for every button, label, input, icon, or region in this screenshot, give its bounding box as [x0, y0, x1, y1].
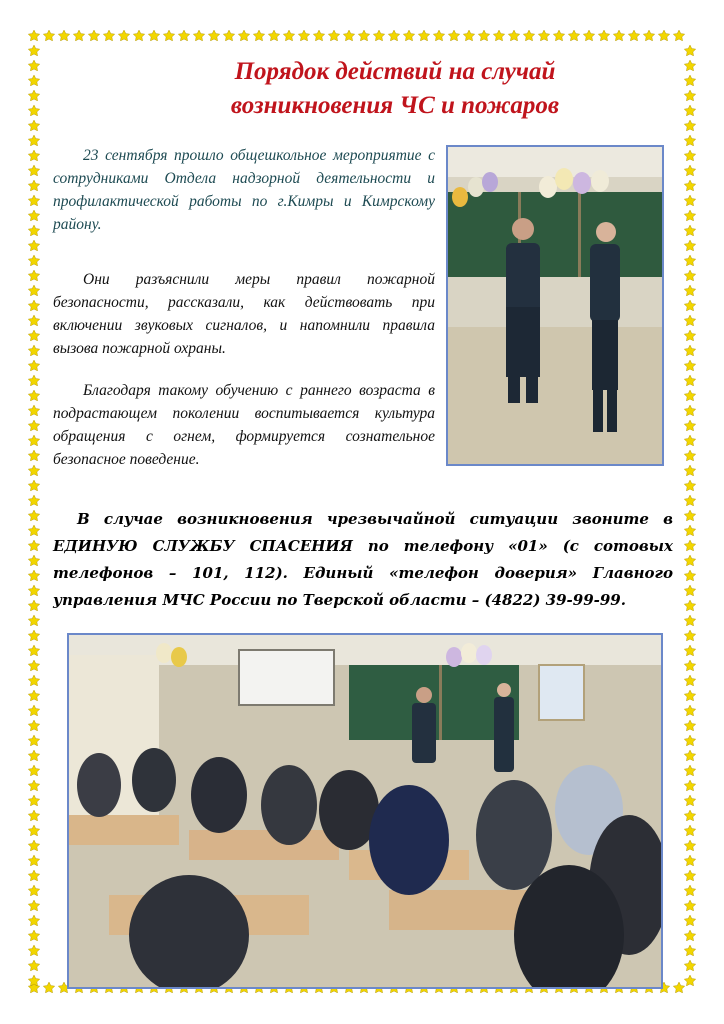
- star-icon: [28, 120, 39, 131]
- star-icon: [684, 780, 695, 791]
- star-icon: [28, 180, 39, 191]
- star-icon: [28, 960, 39, 971]
- star-icon: [28, 675, 39, 686]
- title-line-2: возникновения ЧС и пожаров: [230, 92, 560, 119]
- education-paragraph: Благодаря такому обучению с раннего возраста в подрастающем поколении воспитывается культура обращения с огнем, формируется сознательное безопасное поведение.: [53, 382, 435, 468]
- star-icon: [28, 810, 39, 821]
- star-icon: [684, 255, 695, 266]
- star-icon: [253, 30, 264, 41]
- star-icon: [103, 30, 114, 41]
- star-icon: [28, 825, 39, 836]
- star-icon: [684, 645, 695, 656]
- star-icon: [684, 945, 695, 956]
- star-icon: [684, 525, 695, 536]
- star-icon: [28, 225, 39, 236]
- star-icon: [684, 600, 695, 611]
- star-icon: [28, 630, 39, 641]
- star-icon: [28, 885, 39, 896]
- star-icon: [28, 45, 39, 56]
- star-icon: [28, 360, 39, 371]
- star-icon: [28, 525, 39, 536]
- star-icon: [463, 30, 474, 41]
- star-icon: [28, 420, 39, 431]
- star-icon: [684, 210, 695, 221]
- star-icon: [684, 975, 695, 986]
- star-icon: [148, 30, 159, 41]
- star-icon: [684, 660, 695, 671]
- star-icon: [73, 30, 84, 41]
- star-icon: [28, 855, 39, 866]
- star-icon: [684, 825, 695, 836]
- star-icon: [28, 735, 39, 746]
- star-icon: [684, 90, 695, 101]
- star-icon: [28, 75, 39, 86]
- star-icon: [493, 30, 504, 41]
- star-icon: [684, 540, 695, 551]
- star-icon: [28, 705, 39, 716]
- star-icon: [28, 330, 39, 341]
- star-icon: [343, 30, 354, 41]
- star-icon: [163, 30, 174, 41]
- star-icon: [523, 30, 534, 41]
- star-icon: [684, 120, 695, 131]
- star-icon: [684, 435, 695, 446]
- star-icon: [178, 30, 189, 41]
- star-icon: [684, 915, 695, 926]
- star-icon: [28, 585, 39, 596]
- star-icon: [568, 30, 579, 41]
- star-icon: [28, 30, 39, 41]
- star-icon: [598, 30, 609, 41]
- star-icon: [28, 300, 39, 311]
- star-icon: [684, 555, 695, 566]
- star-icon: [28, 195, 39, 206]
- star-icon: [268, 30, 279, 41]
- star-icon: [28, 375, 39, 386]
- star-icon: [28, 135, 39, 146]
- star-icon: [28, 270, 39, 281]
- intro-text: прошло общешкольное мероприятие с сотрудниками Отдела надзорной деятельности и профилактической работы по г.Кимры и Кимрскому району.: [53, 147, 435, 233]
- star-icon: [28, 465, 39, 476]
- star-icon: [133, 30, 144, 41]
- star-icon: [28, 540, 39, 551]
- star-icon: [118, 30, 129, 41]
- star-icon: [684, 705, 695, 716]
- star-icon: [684, 870, 695, 881]
- star-icon: [28, 150, 39, 161]
- star-icon: [28, 945, 39, 956]
- star-icon: [373, 30, 384, 41]
- star-icon: [28, 645, 39, 656]
- star-icon: [28, 450, 39, 461]
- star-icon: [684, 345, 695, 356]
- star-icon: [538, 30, 549, 41]
- star-icon: [28, 390, 39, 401]
- star-icon: [43, 30, 54, 41]
- star-icon: [28, 870, 39, 881]
- star-icon: [684, 240, 695, 251]
- classroom-photo: [67, 633, 663, 989]
- star-icon: [28, 90, 39, 101]
- star-icon: [358, 30, 369, 41]
- intro-paragraph: [53, 144, 435, 236]
- star-icon: [684, 900, 695, 911]
- star-icon: [684, 330, 695, 341]
- star-icon: [684, 360, 695, 371]
- star-icon: [684, 315, 695, 326]
- star-icon: [28, 210, 39, 221]
- star-icon: [28, 570, 39, 581]
- title-line-1: Порядок действий на случай: [234, 58, 556, 85]
- star-icon: [643, 30, 654, 41]
- star-icon: [28, 255, 39, 266]
- star-icon: [684, 300, 695, 311]
- star-icon: [28, 720, 39, 731]
- star-icon: [684, 390, 695, 401]
- star-icon: [58, 30, 69, 41]
- star-icon: [28, 915, 39, 926]
- star-icon: [684, 930, 695, 941]
- star-icon: [28, 795, 39, 806]
- star-icon: [684, 45, 695, 56]
- star-icon: [684, 615, 695, 626]
- star-icon: [28, 765, 39, 776]
- star-icon: [673, 982, 684, 993]
- star-icon: [684, 885, 695, 896]
- star-icon: [43, 982, 54, 993]
- star-icon: [684, 75, 695, 86]
- star-icon: [28, 495, 39, 506]
- page-title: [150, 55, 640, 123]
- star-icon: [28, 240, 39, 251]
- star-icon: [684, 465, 695, 476]
- star-icon: [508, 30, 519, 41]
- star-icon: [28, 840, 39, 851]
- star-icon: [28, 690, 39, 701]
- star-icon: [684, 285, 695, 296]
- star-icon: [448, 30, 459, 41]
- star-icon: [684, 960, 695, 971]
- star-icon: [684, 405, 695, 416]
- star-icon: [684, 495, 695, 506]
- star-icon: [28, 315, 39, 326]
- star-icon: [684, 225, 695, 236]
- star-icon: [628, 30, 639, 41]
- star-icon: [28, 285, 39, 296]
- star-icon: [313, 30, 324, 41]
- star-icon: [418, 30, 429, 41]
- star-icon: [684, 375, 695, 386]
- star-icon: [298, 30, 309, 41]
- star-icon: [28, 780, 39, 791]
- star-icon: [208, 30, 219, 41]
- star-icon: [28, 60, 39, 71]
- star-icon: [28, 750, 39, 761]
- star-icon: [28, 615, 39, 626]
- star-icon: [684, 765, 695, 776]
- star-icon: [684, 135, 695, 146]
- star-icon: [684, 855, 695, 866]
- star-icon: [238, 30, 249, 41]
- star-icon: [684, 480, 695, 491]
- star-icon: [684, 420, 695, 431]
- star-icon: [684, 675, 695, 686]
- star-icon: [28, 930, 39, 941]
- star-icon: [328, 30, 339, 41]
- star-icon: [28, 555, 39, 566]
- star-icon: [684, 810, 695, 821]
- star-icon: [684, 840, 695, 851]
- star-icon: [283, 30, 294, 41]
- star-icon: [658, 30, 669, 41]
- star-icon: [28, 510, 39, 521]
- star-icon: [684, 690, 695, 701]
- star-icon: [684, 270, 695, 281]
- star-icon: [684, 510, 695, 521]
- star-icon: [684, 150, 695, 161]
- event-date: 23 сентября: [83, 147, 168, 164]
- star-icon: [553, 30, 564, 41]
- star-icon: [478, 30, 489, 41]
- star-icon: [684, 630, 695, 641]
- star-icon: [28, 660, 39, 671]
- star-icon: [684, 735, 695, 746]
- star-icon: [223, 30, 234, 41]
- officers-photo: [446, 145, 664, 466]
- star-icon: [388, 30, 399, 41]
- emergency-callout: В случае возникновения чрезвычайной ситуации звоните в ЕДИНУЮ СЛУЖБУ СПАСЕНИЯ по телефону «01» (с сотовых телефонов – 101, 112). Единый «телефон доверия» Главного управления МЧС России по Тверской области – (4822) 39-99-99.: [53, 510, 673, 609]
- star-icon: [673, 30, 684, 41]
- star-icon: [28, 975, 39, 986]
- star-icon: [583, 30, 594, 41]
- star-icon: [684, 195, 695, 206]
- star-icon: [613, 30, 624, 41]
- star-icon: [28, 405, 39, 416]
- star-icon: [684, 450, 695, 461]
- star-icon: [88, 30, 99, 41]
- star-icon: [684, 750, 695, 761]
- star-icon: [684, 720, 695, 731]
- star-icon: [684, 585, 695, 596]
- star-icon: [193, 30, 204, 41]
- star-icon: [28, 600, 39, 611]
- star-icon: [28, 345, 39, 356]
- star-icon: [28, 435, 39, 446]
- star-icon: [684, 795, 695, 806]
- star-icon: [28, 900, 39, 911]
- star-icon: [28, 105, 39, 116]
- safety-paragraph: Они разъяснили меры правил пожарной безопасности, рассказали, как действовать при включении звуковых сигналов, и напомнили правила вызова пожарной охраны.: [53, 271, 435, 357]
- star-icon: [28, 480, 39, 491]
- star-icon: [684, 570, 695, 581]
- star-icon: [684, 105, 695, 116]
- star-icon: [433, 30, 444, 41]
- star-icon: [684, 180, 695, 191]
- star-icon: [684, 60, 695, 71]
- star-icon: [28, 165, 39, 176]
- star-icon: [403, 30, 414, 41]
- star-icon: [684, 165, 695, 176]
